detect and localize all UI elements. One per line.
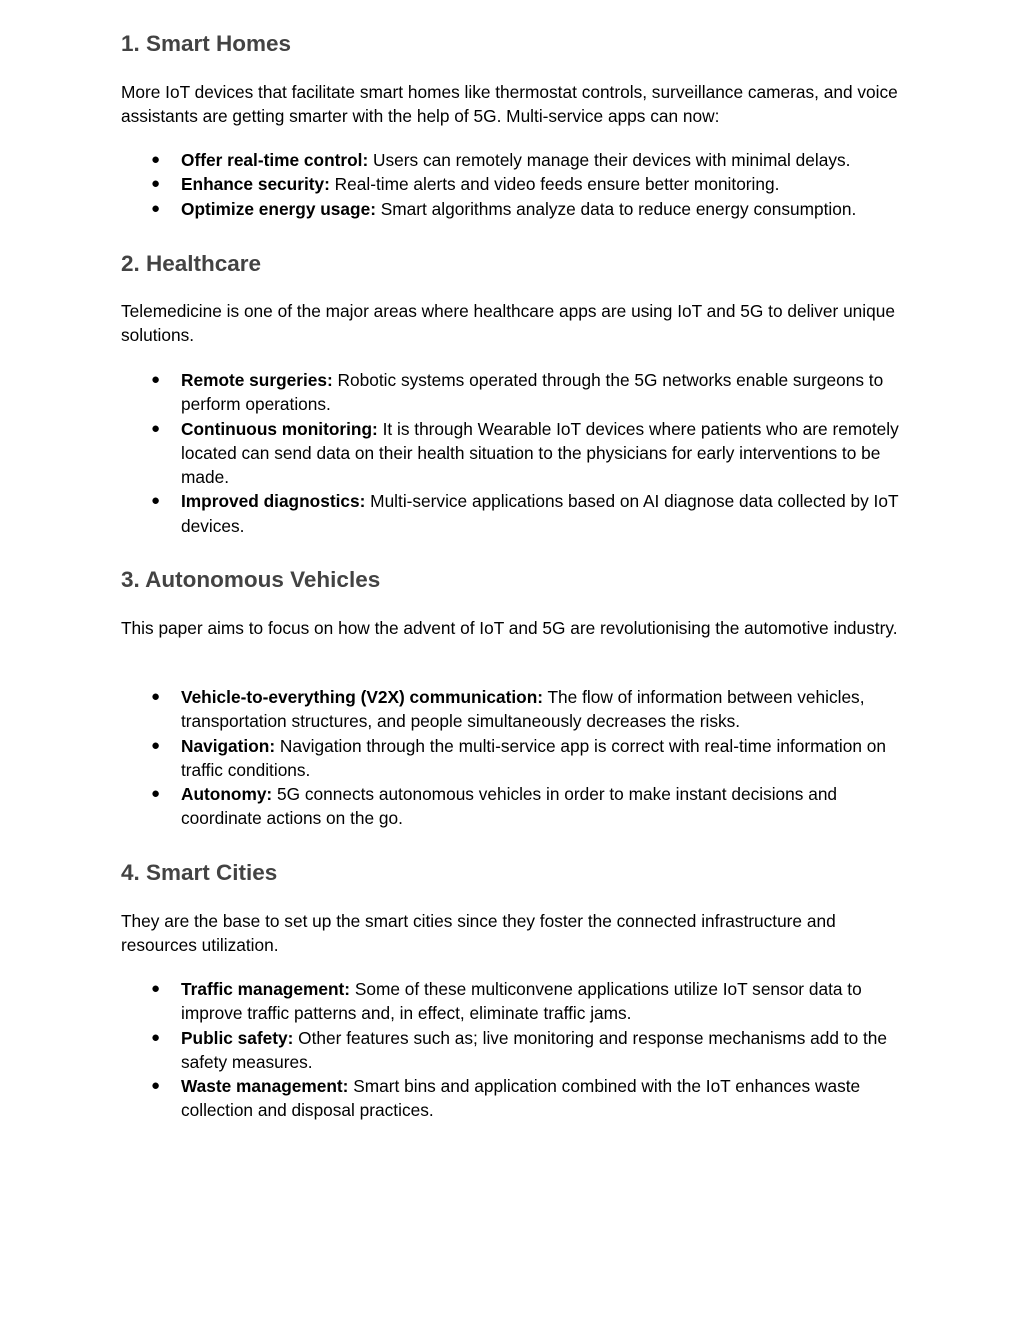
section-intro: More IoT devices that facilitate smart homes like thermostat controls, surveillance cameras, and voice assistants are getting smarter with the help of 5G. Multi-service apps can now: [121,82,898,127]
list-item [121,1074,911,1123]
list-item [121,489,911,538]
bullet-list [121,977,911,1123]
bullet-icon: ● [151,736,161,754]
list-item [121,368,911,417]
bullet-icon: ● [151,688,161,705]
item-term: Optimize energy usage: [181,198,376,219]
item-text: Users can remotely manage their devices with minimal delays. [368,150,851,170]
bullet-icon: ● [151,785,161,803]
item-text: 5G connects autonomous vehicles in order to make instant decisions and coordinate actions on the go. [181,784,838,829]
list-item [121,782,911,831]
section-heading: 4. Smart Cities [121,860,278,885]
item-term: Enhance security: [181,174,330,195]
item-text: Navigation through the multi-service app is correct with real-time information on traffic conditions. [181,735,886,780]
item-text: Multi-service applications based on AI diagnose data collected by IoT devices. [181,491,899,536]
list-item [121,734,911,783]
section-heading: 1. Smart Homes [121,31,292,56]
item-term: Navigation: [181,735,276,756]
list-item [121,148,911,172]
item-text: Robotic systems operated through the 5G networks enable surgeons to perform operations. [181,370,884,415]
section-intro: This paper aims to focus on how the advent of IoT and 5G are revolutionising the automotive industry. [121,618,898,638]
section-intro: They are the base to set up the smart cities since they foster the connected infrastructure and resources utilization. [121,911,836,956]
item-term: Vehicle-to-everything (V2X) communication: [181,687,544,707]
bullet-icon: ● [151,1028,161,1046]
section-heading: 2. Healthcare [121,251,262,276]
item-term: Improved diagnostics: [181,491,366,512]
bullet-icon: ● [151,419,161,437]
item-term: Public safety: [181,1027,294,1048]
item-term: Offer real-time control: [181,150,369,170]
list-item [121,172,911,196]
list-item [121,977,911,1026]
section-intro: Telemedicine is one of the major areas where healthcare apps are using IoT and 5G to deliver unique solutions. [121,301,895,346]
item-text: The flow of information between vehicles, transportation structures, and people simultaneously decreases the risks. [181,687,865,732]
list-item [121,685,911,734]
bullet-list [121,368,911,538]
bullet-icon: ● [151,980,161,997]
bullet-icon: ● [151,1077,161,1095]
list-item [121,197,911,221]
bullet-icon: ● [151,492,161,510]
bullet-icon: ● [151,371,161,388]
list-item [121,417,911,490]
item-text: Smart bins and application combined with the IoT enhances waste collection and disposal practices. [181,1076,861,1121]
bullet-icon: ● [151,151,161,168]
item-term: Continuous monitoring: [181,418,378,439]
bullet-list [121,148,911,221]
item-text: Other features such as; live monitoring and response mechanisms add to the safety measures. [181,1027,888,1072]
item-term: Waste management: [181,1076,349,1097]
item-text: Smart algorithms analyze data to reduce energy consumption. [375,198,857,219]
item-text: Real-time alerts and video feeds ensure better monitoring. [329,174,780,195]
item-term: Remote surgeries: [181,370,333,390]
item-text: Some of these multiconvene applications utilize IoT sensor data to improve traffic patterns and, in effect, eliminate traffic jams. [181,979,862,1024]
section-heading: 3. Autonomous Vehicles [121,567,381,592]
list-item [121,1026,911,1075]
item-term: Autonomy: [181,784,273,805]
item-text: It is through Wearable IoT devices where patients who are remotely located can send data on their health situation to the physicians for early interventions to be made. [181,418,899,488]
bullet-icon: ● [151,175,161,193]
bullet-list [121,685,911,831]
bullet-icon: ● [151,199,161,217]
item-term: Traffic management: [181,979,351,999]
